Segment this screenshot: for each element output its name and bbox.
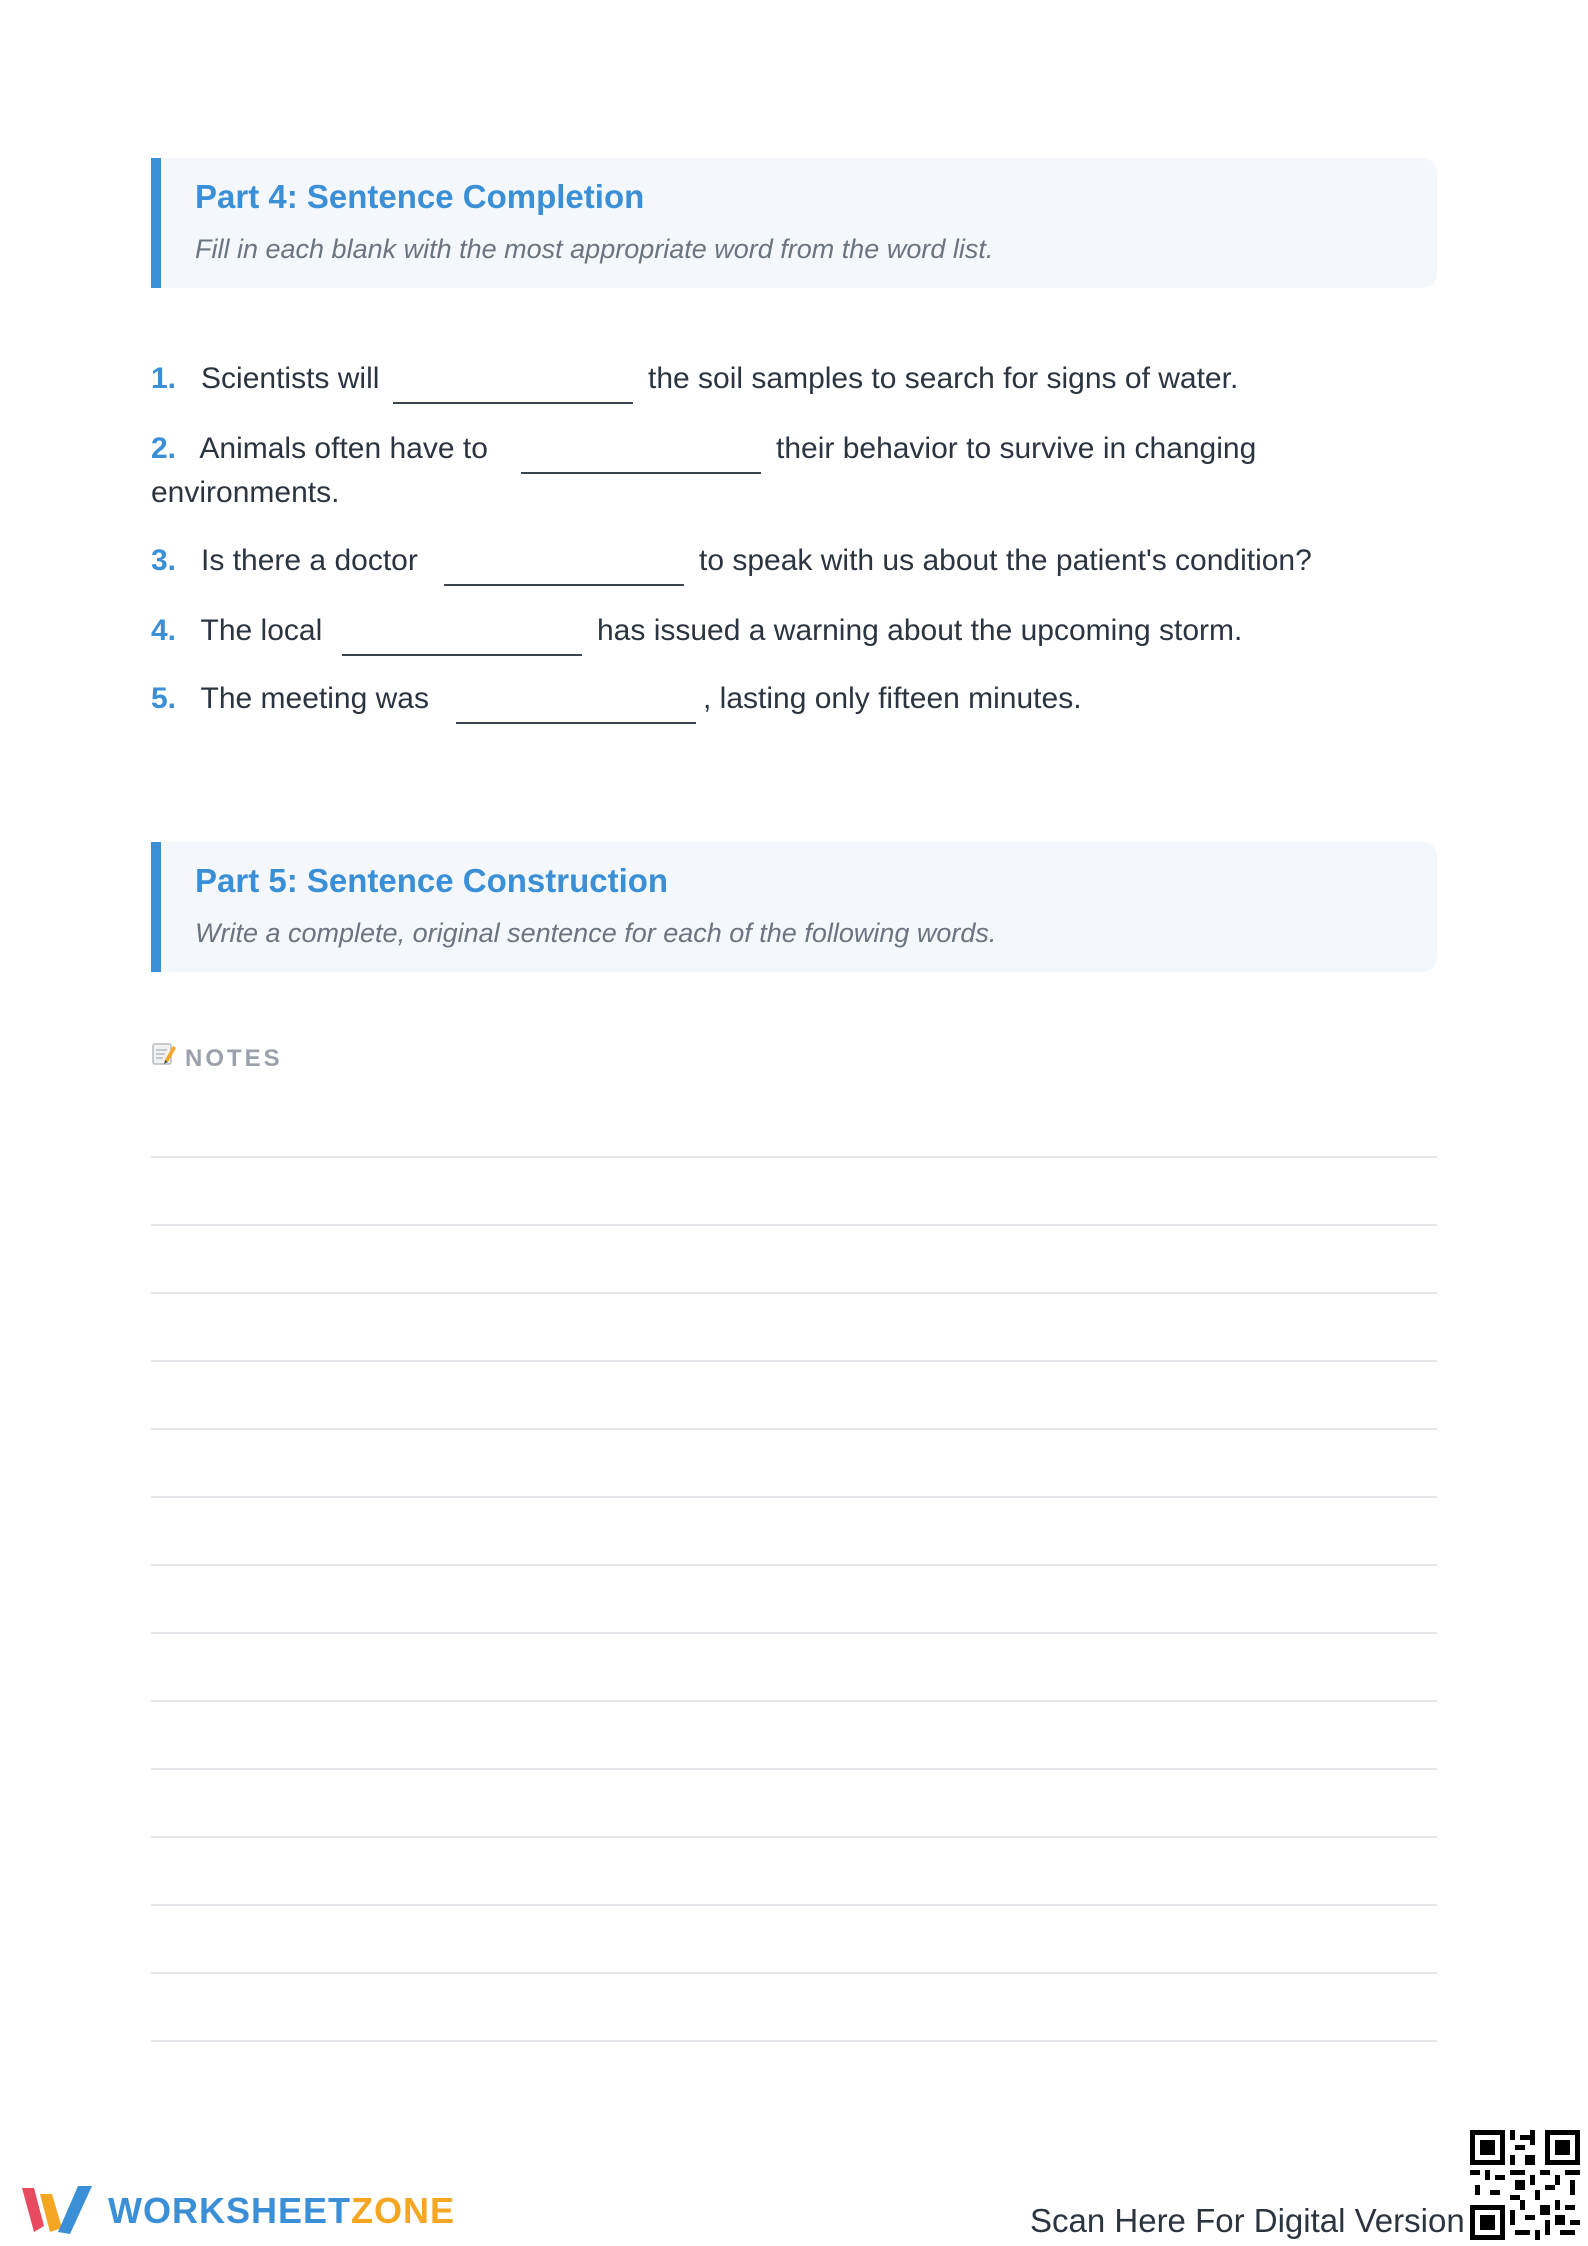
notes-heading <box>151 1040 283 1073</box>
note-line[interactable] <box>151 1564 1437 1566</box>
note-line[interactable] <box>151 1292 1437 1294</box>
question-text-before: The meeting was <box>200 682 429 715</box>
brand-name <box>108 2190 455 2232</box>
question-text-before: Animals often have to <box>199 432 488 465</box>
note-line[interactable] <box>151 1156 1437 1158</box>
note-line[interactable] <box>151 1836 1437 1838</box>
part4-title: Part 4: Sentence Completion <box>195 178 645 215</box>
brand-name-part1: WORKSHEET <box>108 2190 351 2231</box>
note-line[interactable] <box>151 1496 1437 1498</box>
question-number: 5. <box>151 682 177 715</box>
notes-label: NOTES <box>185 1045 283 1072</box>
question-text-before: The local <box>200 614 323 647</box>
question-number: 1. <box>151 362 177 395</box>
part5-subtitle: Write a complete, original sentence for each of the following words. <box>195 918 997 948</box>
note-line[interactable] <box>151 1768 1437 1770</box>
question-text-continuation: environments. <box>151 476 340 509</box>
part4-header <box>151 158 1437 288</box>
memo-pencil-icon <box>151 1040 177 1073</box>
part5-title: Part 5: Sentence Construction <box>195 862 669 899</box>
question-5 <box>151 682 429 716</box>
question-text-after: , lasting only fifteen minutes. <box>703 682 1082 715</box>
note-line[interactable] <box>151 2040 1437 2042</box>
note-line[interactable] <box>151 1972 1437 1974</box>
answer-blank-3[interactable] <box>444 584 684 586</box>
part5-header <box>151 842 1437 972</box>
question-3 <box>151 544 418 578</box>
question-4 <box>151 614 322 648</box>
question-text-after: the soil samples to search for signs of water. <box>648 362 1239 395</box>
question-number: 2. <box>151 432 177 465</box>
question-text-after: has issued a warning about the upcoming storm. <box>597 614 1243 647</box>
question-text-before: Scientists will <box>201 362 380 395</box>
note-line[interactable] <box>151 1904 1437 1906</box>
qr-code-icon[interactable] <box>1470 2130 1580 2240</box>
question-number: 3. <box>151 544 177 577</box>
worksheetzone-logo-icon <box>20 2180 100 2240</box>
brand-name-part2: ZONE <box>351 2190 456 2231</box>
question-text-before: Is there a doctor <box>201 544 418 577</box>
note-line[interactable] <box>151 1632 1437 1634</box>
question-text-after: to speak with us about the patient's condition? <box>699 544 1312 577</box>
question-1 <box>151 362 379 396</box>
note-line[interactable] <box>151 1428 1437 1430</box>
answer-blank-1[interactable] <box>393 402 633 404</box>
question-2 <box>151 432 488 466</box>
note-line[interactable] <box>151 1360 1437 1362</box>
answer-blank-4[interactable] <box>342 654 582 656</box>
question-text-after: their behavior to survive in changing <box>776 432 1257 465</box>
answer-blank-5[interactable] <box>456 722 696 724</box>
answer-blank-2[interactable] <box>521 472 761 474</box>
note-line[interactable] <box>151 1224 1437 1226</box>
question-number: 4. <box>151 614 177 647</box>
note-line[interactable] <box>151 1700 1437 1702</box>
part4-subtitle: Fill in each blank with the most appropriate word from the word list. <box>195 234 994 264</box>
scan-caption: Scan Here For Digital Version <box>1030 2202 1465 2239</box>
